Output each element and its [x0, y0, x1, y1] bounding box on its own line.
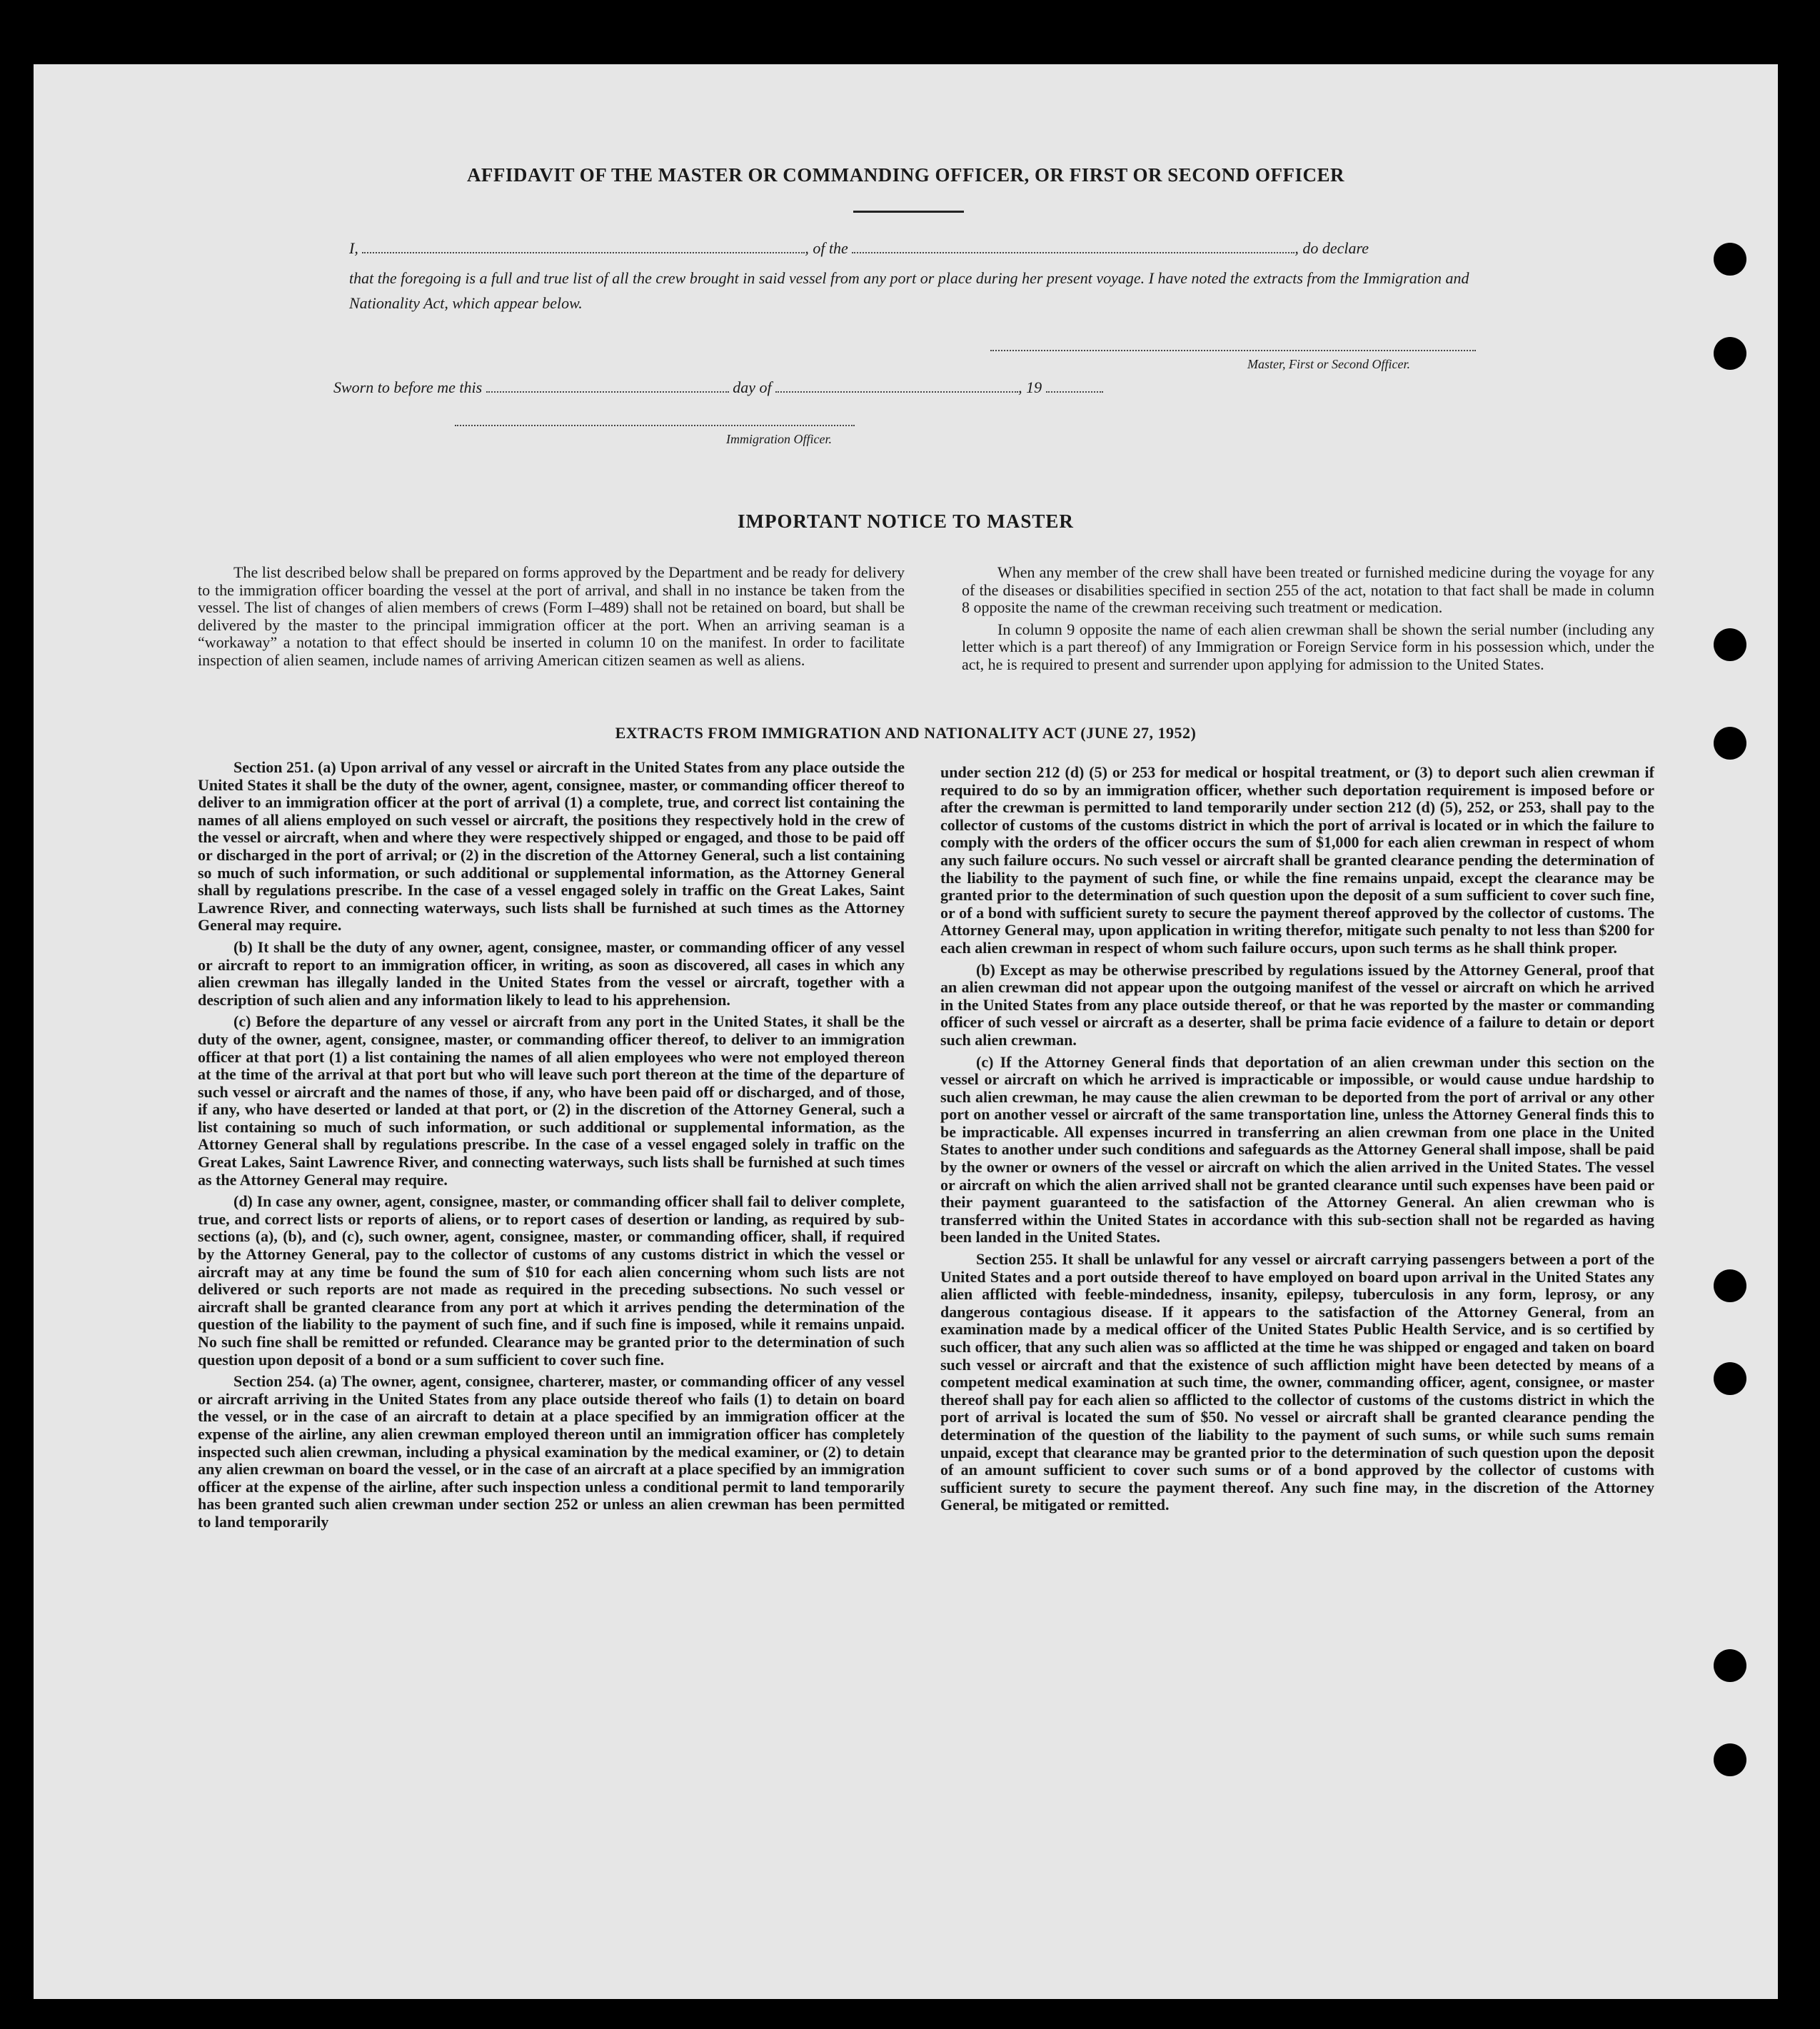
punch-hole: [1714, 1743, 1746, 1776]
extract-paragraph: (c) If the Attorney General finds that deportation of an alien crewman under this section on the vessel or aircraft on which he arrived is impracticable or impossible, or would cause undue hardship to such alien crewman, he may cause the alien crewman to be deported from the port of arrival or any other port on another vessel or aircraft of the same transportation line, unless the Attorney General finds this to be impracticable. All expenses incurred in transferring an alien crewman from one place in the United States to another under such conditions and safeguards as the Attorney General shall impose, shall be paid by the owner or owners of the vessel or aircraft on which the alien arrived in the United States. The vessel or aircraft on which the alien arrived shall not be granted clearance until such expenses have been paid or their payment guaranteed to the satisfaction of the Attorney General. An alien crewman who is transferred within the United States in accordance with this sub-section shall not be regarded as having been landed in the United States.: [940, 1052, 1654, 1247]
extract-paragraph: (c) Before the departure of any vessel or aircraft from any port in the United States, it shall be the duty of the owner, agent, consignee, master, or commanding officer thereof, to deliver to an immigration officer at that port (1) a list containing the names of all alien employees who were not employed thereon at the time of the arrival at that port but who will leave such port thereon at the time of the departure of such vessel or aircraft and the names of those, if any, who have been paid off or discharged, and of those, if any, who have deserted or landed at that port, or (2) in the discretion of the Attorney General, such a list containing so much of such information, or such additional or supplemental information, as the Attorney General shall by regulations prescribe. In the case of a vessel engaged solely in traffic on the Great Lakes, Saint Lawrence River, and connecting waterways, such lists shall be furnished at such times as the Attorney General may require.: [198, 1012, 905, 1189]
extract-paragraph: under section 212 (d) (5) or 253 for medical or hospital treatment, or (3) to deport such alien crewman if required to do so by an immigration officer, whether such deportation requirement is imposed before or after the crewman is permitted to land temporarily under section 212 (d) (5), 252, or 253, shall pay to the collector of customs of the customs district in which the port of arrival is located or in which the failure to comply with the orders of the officer occurs the sum of $1,000 for each alien crewman in respect of whom any such failure occurs. No such vessel or aircraft shall be granted clearance pending the determination of the liability to the payment of such fine, or while the fine remains unpaid, except the clearance may be granted prior to the determination of such question upon the deposit of a sum sufficient to cover such fine, or of a bond with sufficient surety to secure the payment thereof approved by the collector of customs. The Attorney General may, upon application in writing therefor, mitigate such penalty to not less than $200 for each alien crewman in respect of whom such failure occurs, upon such terms as he shall think proper.: [940, 763, 1654, 957]
of-the-label: , of the: [805, 239, 848, 257]
extract-paragraph: (b) Except as may be otherwise prescribed by regulations issued by the Attorney General, proof that an alien crewman did not appear upon the outgoing manifest of the vessel or aircraft on which he arrived in the United States from any place outside thereof, or that he was reported by the master or commanding officer of such vessel or aircraft as a deserter, shall be prima facie evidence of a failure to detain or deport such alien crewman.: [940, 960, 1654, 1049]
punch-hole: [1714, 1649, 1746, 1682]
master-caption: Master, First or Second Officer.: [1247, 357, 1410, 371]
extract-paragraph: (b) It shall be the duty of any owner, agent, consignee, master, or commanding officer of any vessel or aircraft to report to an immigration officer, in writing, as soon as discovered, all cases in which any alien crewman has illegally landed in the United States from the vessel or aircraft, together with a description of such alien and any information likely to lead to his apprehension.: [198, 937, 905, 1009]
notice-left-column: [198, 564, 905, 674]
day-blank: [486, 378, 729, 393]
extracts-left-column: [198, 759, 905, 1536]
extract-paragraph: Section 251. (a) Upon arrival of any vessel or aircraft in the United States from any place outside the United States it shall be the duty of the owner, agent, consignee, master, or commanding officer thereof to deliver to an immigration officer at the port of arrival (1) a complete, true, and correct list containing the names of all aliens employed on such vessel or aircraft, the positions they respectively hold in the crew of the vessel or aircraft, when and where they were respectively shipped or engaged, and those to be paid off or discharged in the port of arrival; or (2) in the discretion of the Attorney General, such a list containing so much of such information, or such additional or supplemental information, as the Attorney General shall by regulations prescribe. In the case of a vessel engaged solely in traffic on the Great Lakes, Saint Lawrence River, and connecting waterways, such lists shall be furnished at such times as the Attorney General may require.: [198, 758, 905, 935]
vessel-blank: [852, 239, 1294, 253]
notice-left-paragraph: The list described below shall be prepared on forms approved by the Department and be ready for delivery to the immigration officer boarding the vessel at the port of arrival, and shall in no instance be taken from the vessel. The list of changes of alien members of crews (Form I–489) shall not be retained on board, but shall be delivered by the master to the principal immigration officer at the port. When an arriving seaman is a “workaway” a notation to that effect should be inserted in column 10 on the manifest. In order to facilitate inspection of alien seamen, include names of arriving American citizen seamen as well as aliens.: [198, 563, 905, 669]
year-label: , 19: [1018, 378, 1042, 396]
punch-hole: [1714, 1362, 1746, 1395]
punch-hole: [1714, 243, 1746, 276]
immigration-officer-caption: Immigration Officer.: [726, 432, 832, 446]
affidavit-title: AFFIDAVIT OF THE MASTER OR COMMANDING OFFICER, OR FIRST OR SECOND OFFICER: [466, 164, 1345, 186]
punch-hole: [1714, 337, 1746, 370]
year-blank: [1046, 378, 1103, 393]
do-declare-label: , do declare: [1294, 239, 1369, 257]
extract-paragraph: (d) In case any owner, agent, consignee, master, or commanding officer shall fail to deliver complete, true, and correct lists or reports of aliens, or to report cases of desertion or landing, as required by sub-sections (a), (b), and (c), such owner, agent, consignee, master, or commanding officer, shall, if required by the Attorney General, pay to the collector of customs of any customs district in which the vessel or aircraft may at any time be found the sum of $10 for each alien concerning whom such lists are not delivered or such reports are not made as required in the preceding subsections. No such vessel or aircraft shall be granted clearance from any port at which it arrives pending the determination of the question of the liability to the payment of such fine, and if such fine is imposed, while it remains unpaid. No such fine shall be remitted or refunded. Clearance may be granted prior to the determination of such question upon deposit of a bond or a sum sufficient to cover such fine.: [198, 1192, 905, 1369]
master-signature-line: [990, 350, 1476, 351]
notice-right-column: [962, 564, 1654, 678]
sworn-label: Sworn to before me this: [333, 378, 483, 396]
extract-paragraph: Section 254. (a) The owner, agent, consignee, charterer, master, or commanding officer of any vessel or aircraft arriving in the United States from any place outside thereof who fails (1) to detain on board the vessel, or in the case of an aircraft to detain at a place specified by an immigration officer at the expense of the airline, any alien crewman employed thereon until an immigration officer has completely inspected such alien crewman, including a physical examination by the medical examiner, or (2) to detain any alien crewman on board the vessel, or in the case of an aircraft at a place specified by an immigration officer at the expense of the airline, after such inspection unless a conditional permit to land temporarily has been granted such alien crewman under section 252 or unless an alien crewman has been permitted to land temporarily: [198, 1372, 905, 1531]
title-rule: [853, 211, 964, 213]
sworn-line: [333, 378, 1103, 397]
notice-right-paragraph: In column 9 opposite the name of each alien crewman shall be shown the serial number (including any letter which is a part thereof) of any Immigration or Foreign Service form in his possession which, under the act, he is required to present and surrender upon applying for admission to the United States.: [962, 620, 1654, 673]
punch-hole: [1714, 628, 1746, 661]
declaration-text: that the foregoing is a full and true list of all the crew brought in said vessel from any port or place during her present voyage. I have noted the extracts from the Immigration and Nationality Act, which appear below.: [349, 269, 1469, 312]
notice-right-paragraph: When any member of the crew shall have been treated or furnished medicine during the voyage for any of the diseases or disabilities specified in section 255 of the act, notation to that fact shall be made in column 8 opposite the name of the crewman receiving such treatment or medication.: [962, 563, 1654, 617]
immigration-officer-signature-line: [455, 425, 855, 426]
name-blank: [362, 239, 805, 253]
day-of-label: day of: [733, 378, 772, 396]
month-blank: [775, 378, 1018, 393]
document-page: [34, 64, 1778, 1999]
extracts-right-column: [940, 764, 1654, 1519]
extracts-title: EXTRACTS FROM IMMIGRATION AND NATIONALITY ACT (JUNE 27, 1952): [615, 724, 1197, 742]
extract-paragraph: Section 255. It shall be unlawful for any vessel or aircraft carrying passengers between a port of the United States and a port outside thereof to have employed on board upon arrival in the United States any alien afflicted with feeble-mindedness, insanity, epilepsy, tuberculosis in any form, leprosy, or any dangerous contagious disease. If it appears to the satisfaction of the Attorney General, from an examination made by a medical officer of the United States Public Health Service, and is so certified by such officer, that any such alien was so afflicted at the time he was shipped or engaged and taken on board such vessel or aircraft and that the existence of such affliction might have been detected by means of a competent medical examination at such time, the owner, commanding officer, agent, consignee, or master thereof shall pay for each alien so afflicted to the collector of customs of the customs district in which the port of arrival is located the sum of $50. No vessel or aircraft shall be granted clearance pending the determination of the question of the liability to the payment of such sums, or while such sums remain unpaid, except that clearance may be granted prior to the determination of such question upon the deposit of an amount sufficient to cover such sums or of a bond approved by the collector of customs with sufficient surety to secure the payment thereof. Any such fine may, in the discretion of the Attorney General, be mitigated or remitted.: [940, 1250, 1654, 1514]
i-label: I,: [349, 239, 358, 257]
punch-hole: [1714, 1269, 1746, 1302]
punch-hole: [1714, 727, 1746, 760]
declaration-fill-line: [349, 239, 1369, 258]
notice-title: IMPORTANT NOTICE TO MASTER: [738, 510, 1074, 532]
